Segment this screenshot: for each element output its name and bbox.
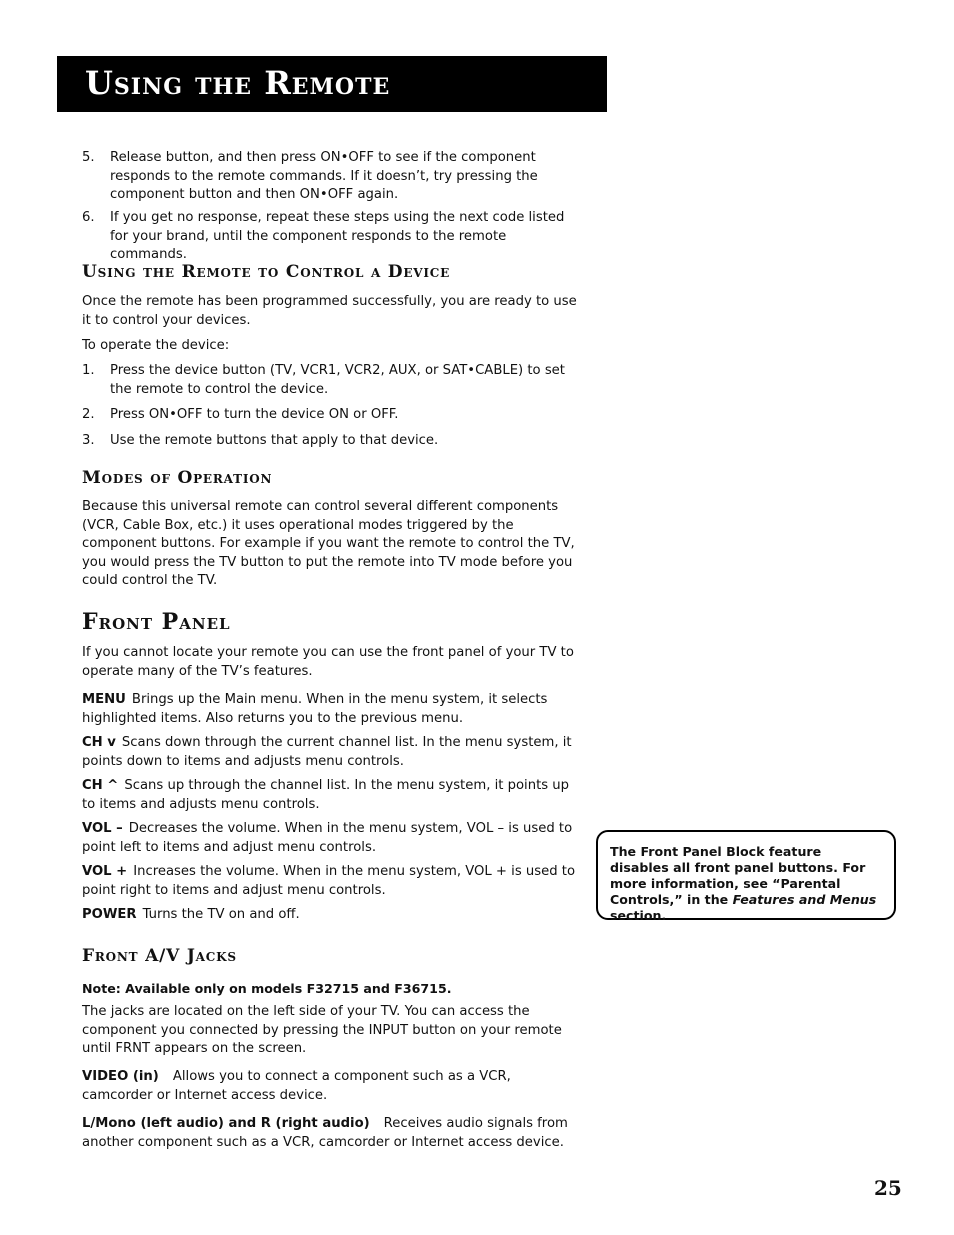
section-heading: Front A/V Jacks bbox=[82, 946, 237, 966]
paragraph: The jacks are located on the left side of your TV. You can access the component you connected by pressing the INPUT button on your remote until FRNT appears on the screen. bbox=[82, 1004, 562, 1057]
section-heading-major: Front Panel bbox=[82, 609, 231, 635]
list-item: 1. Press the device button (TV, VCR1, VCR2, AUX, or SAT•CABLE) to set the remote to control the device. bbox=[82, 363, 565, 397]
list-item: 5. Release button, and then press ON•OFF to see if the component responds to the remote commands. If it doesn’t, try pressing the component button and then ON•OFF again. bbox=[82, 150, 538, 203]
section-heading: Using the Remote to Control a Device bbox=[82, 262, 451, 282]
definition-item: VIDEO (in) Allows you to connect a component such as a VCR, camcorder or Internet access device. bbox=[82, 1069, 511, 1103]
sidebar-note-box: The Front Panel Block feature disables all front panel buttons. For more information, see “Parental Controls,” in the Features and Menus section. bbox=[596, 830, 896, 920]
list-item: 3. Use the remote buttons that apply to that device. bbox=[82, 433, 439, 448]
note-text: Note: Available only on models F32715 and F36715. bbox=[82, 981, 452, 996]
definition-item: CH ^ Scans up through the channel list. In the menu system, it points up to items and adjusts menu controls. bbox=[82, 778, 570, 812]
definition-item: VOL – Decreases the volume. When in the menu system, VOL – is used to point left to items and adjust menu controls. bbox=[82, 821, 573, 855]
paragraph: If you cannot locate your remote you can use the front panel of your TV to operate many of the TV’s features. bbox=[82, 645, 574, 679]
section-banner bbox=[57, 56, 607, 112]
section-heading: Modes of Operation bbox=[82, 468, 273, 488]
list-item: 2. Press ON•OFF to turn the device ON or OFF. bbox=[82, 407, 399, 422]
definition-item: MENU Brings up the Main menu. When in the menu system, it selects highlighted items. Also returns you to the previous menu. bbox=[82, 692, 548, 726]
page-title: Using the Remote bbox=[85, 64, 391, 102]
paragraph: Because this universal remote can control several different components (VCR, Cable Box, etc.) it uses operational modes triggered by the component buttons. For example if you want the remote to control the TV, you would press the TV button to put the remote into TV mode before you could control the TV. bbox=[82, 499, 575, 589]
definition-item: CH v Scans down through the current channel list. In the menu system, it points down to items and adjusts menu controls. bbox=[82, 735, 572, 769]
paragraph: Once the remote has been programmed successfully, you are ready to use it to control your devices. bbox=[82, 294, 577, 328]
definition-item: VOL + Increases the volume. When in the menu system, VOL + is used to point right to items and adjust menu controls. bbox=[82, 864, 576, 898]
list-item: 6. If you get no response, repeat these steps using the next code listed for your brand, until the component responds to the remote commands. bbox=[82, 210, 565, 263]
definition-item: POWER Turns the TV on and off. bbox=[82, 907, 300, 922]
paragraph: To operate the device: bbox=[82, 338, 230, 353]
page-number: 25 bbox=[874, 1176, 902, 1200]
definition-item: L/Mono (left audio) and R (right audio) Receives audio signals from another component such as a VCR, camcorder or Internet access device. bbox=[82, 1116, 568, 1150]
